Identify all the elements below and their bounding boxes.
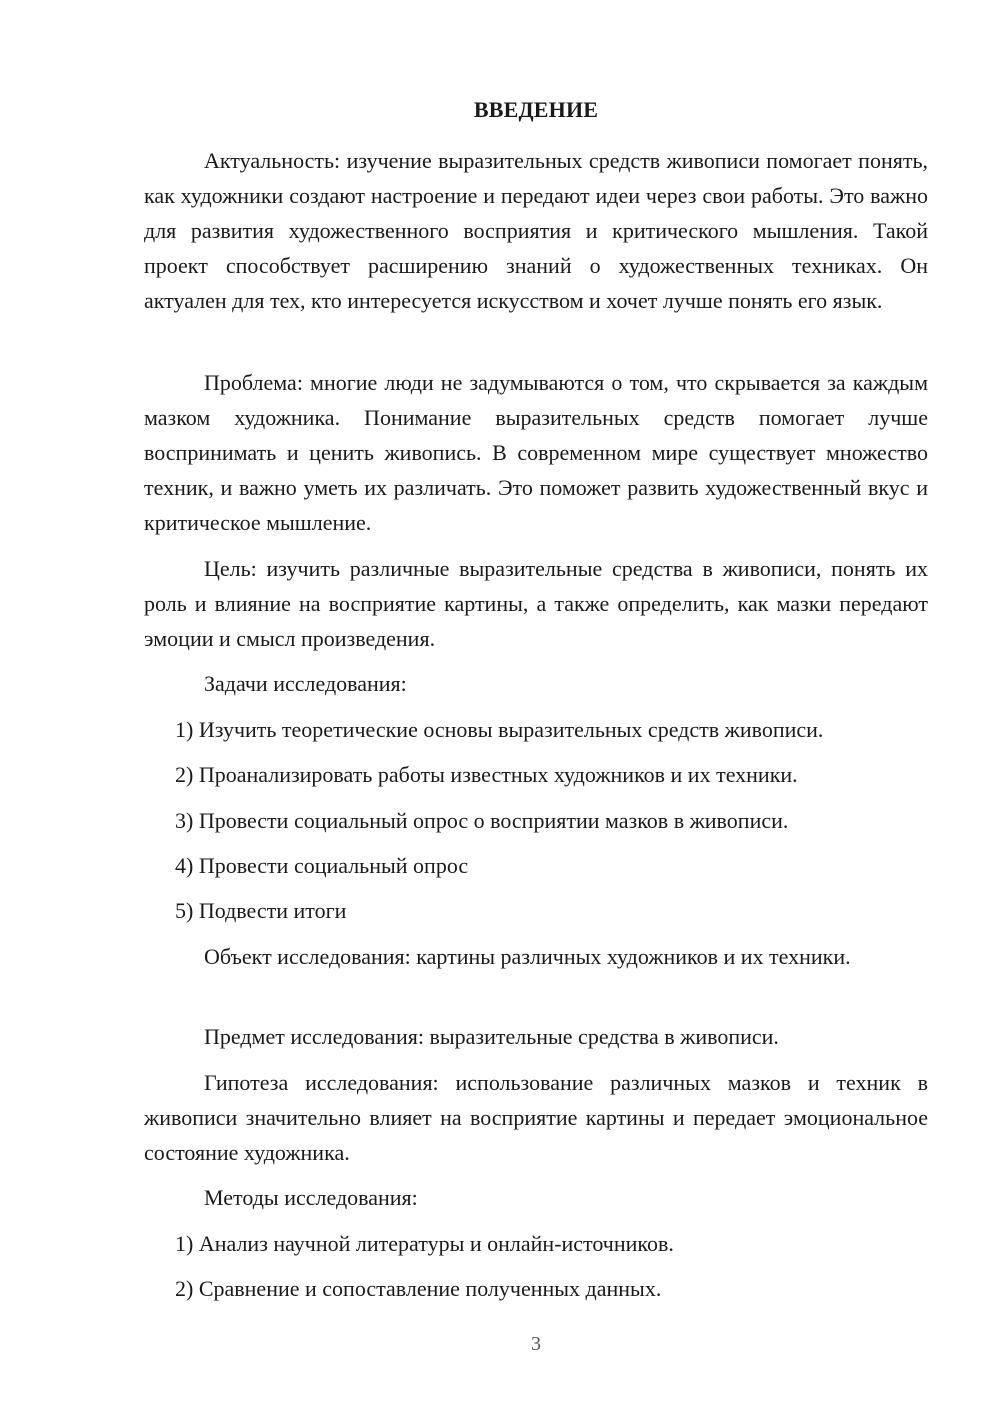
methods-title: Методы исследования: [204, 1185, 418, 1210]
relevance-paragraph: Актуальность: изучение выразительных средств живописи помогает понять, как художники создают настроение и передают идеи через свои работы. Это важно для развития художественного восприятия и критического мышления. Такой проект способствует расширению знаний о художественных техниках. Он актуален для тех, кто интересуется искусством и хочет лучше понять его язык. [144, 148, 928, 313]
subject-paragraph: Предмет исследования: выразительные средства в живописи. [204, 1024, 779, 1049]
section-heading: ВВЕДЕНИЕ [473, 97, 599, 122]
object-paragraph: Объект исследования: картины различных художников и их техники. [204, 944, 851, 969]
page-number: 3 [531, 1333, 541, 1355]
task-item: 5) Подвести итоги [175, 898, 347, 923]
tasks-title: Задачи исследования: [204, 671, 407, 696]
task-item: 4) Провести социальный опрос [175, 853, 469, 878]
method-item: 2) Сравнение и сопоставление полученных данных. [175, 1276, 662, 1301]
problem-paragraph: Проблема: многие люди не задумываются о том, что скрывается за каждым мазком художника. Понимание выразительных средств помогает лучше воспринимать и ценить живопись. В современном мире существует множество техник, и важно уметь их различать. Это поможет развить художественный вкус и критическое мышление. [144, 370, 928, 535]
task-item: 3) Провести социальный опрос о восприятии мазков в живописи. [175, 808, 789, 833]
method-item: 1) Анализ научной литературы и онлайн-источников. [175, 1231, 674, 1256]
hypothesis-paragraph: Гипотеза исследования: использование различных мазков и техник в живописи значительно влияет на восприятие картины и передает эмоциональное состояние художника. [144, 1070, 928, 1165]
task-item: 1) Изучить теоретические основы выразительных средств живописи. [175, 717, 824, 742]
task-item: 2) Проанализировать работы известных художников и их техники. [175, 762, 798, 787]
goal-paragraph: Цель: изучить различные выразительные средства в живописи, понять их роль и влияние на восприятие картины, а также определить, как мазки передают эмоции и смысл произведения. [144, 556, 928, 651]
